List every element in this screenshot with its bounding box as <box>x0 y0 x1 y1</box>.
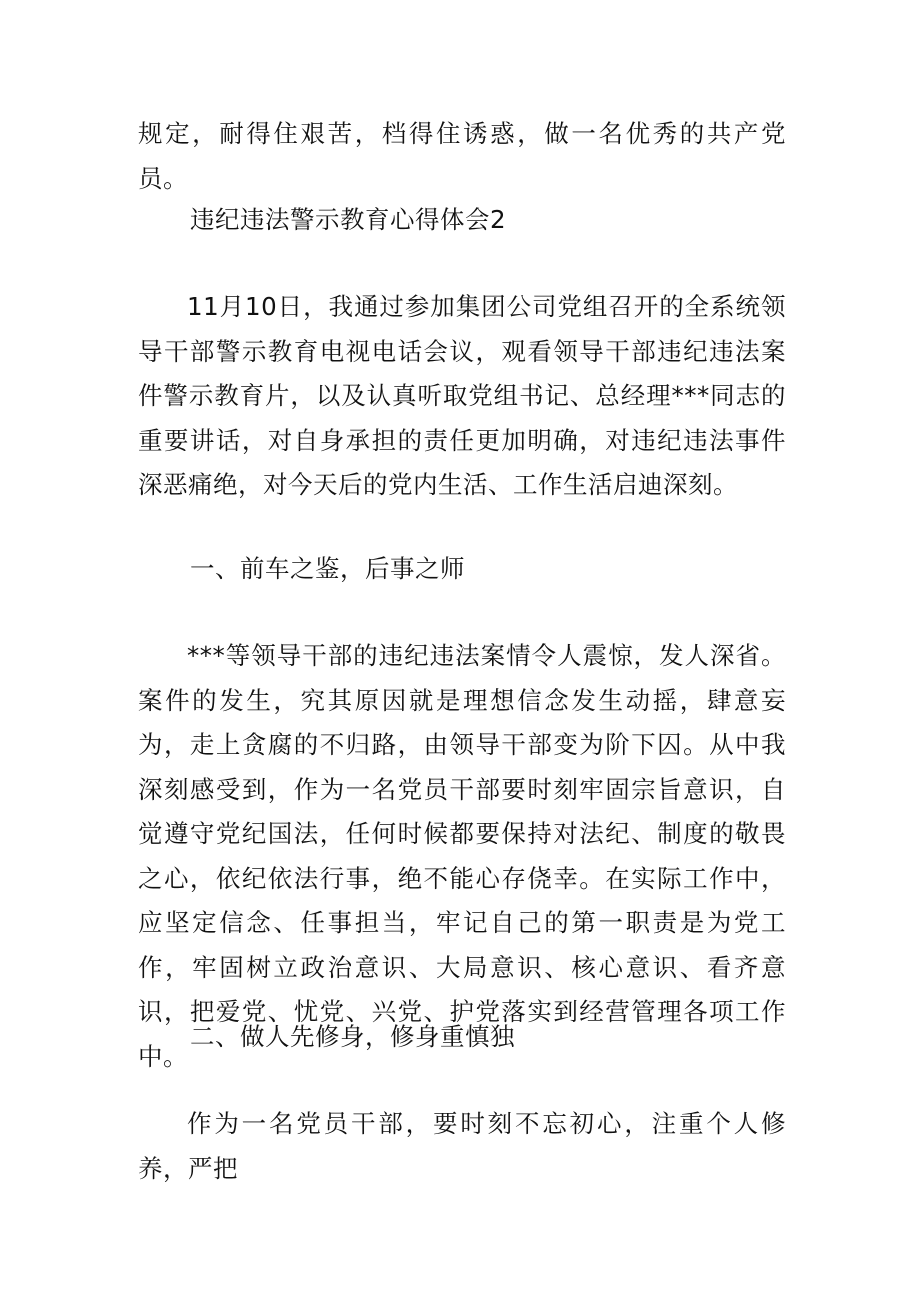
heading-one: 一、前车之鉴，后事之师 <box>190 554 465 583</box>
paragraph-continuation: 规定，耐得住艰苦，档得住诱惑，做一名优秀的共产党员。 <box>138 119 786 193</box>
paragraph-case-analysis: ***等领导干部的违纪违法案情令人震惊，发人深省。案件的发生，究其原因就是理想信念发生动摇，肆意妄为，走上贪腐的不归路，由领导干部变为阶下囚。从中我深刻感受到，作为一名党员干部要时刻牢固宗旨意识，自觉遵守党纪国法，任何时候都要保持对法纪、制度的敬畏之心，依纪依法行事，绝不能心存侥幸。在实际工作中，应坚定信念、任事担当，牢记自己的第一职责是为党工作，牢固树立政治意识、大局意识、核心意识、看齐意识，把爱党、忧党、兴党、护党落实到经营管理各项工作中。 <box>138 641 786 1071</box>
paragraph-intro: 11月10日，我通过参加集团公司党组召开的全系统领导干部警示教育电视电话会议，观看领导干部违纪违法案件警示教育片，以及认真听取党组书记、总经理***同志的重要讲话，对自身承担的责任更加明确，对违纪违法事件深恶痛绝，对今天后的党内生活、工作生活启迪深刻。 <box>138 292 786 499</box>
paragraph-self-cultivation: 作为一名党员干部，要时刻不忘初心，注重个人修养，严把 <box>138 1109 786 1183</box>
heading-two: 二、做人先修身，修身重慎独 <box>190 1022 515 1051</box>
section-title: 违纪违法警示教育心得体会2 <box>190 205 507 234</box>
